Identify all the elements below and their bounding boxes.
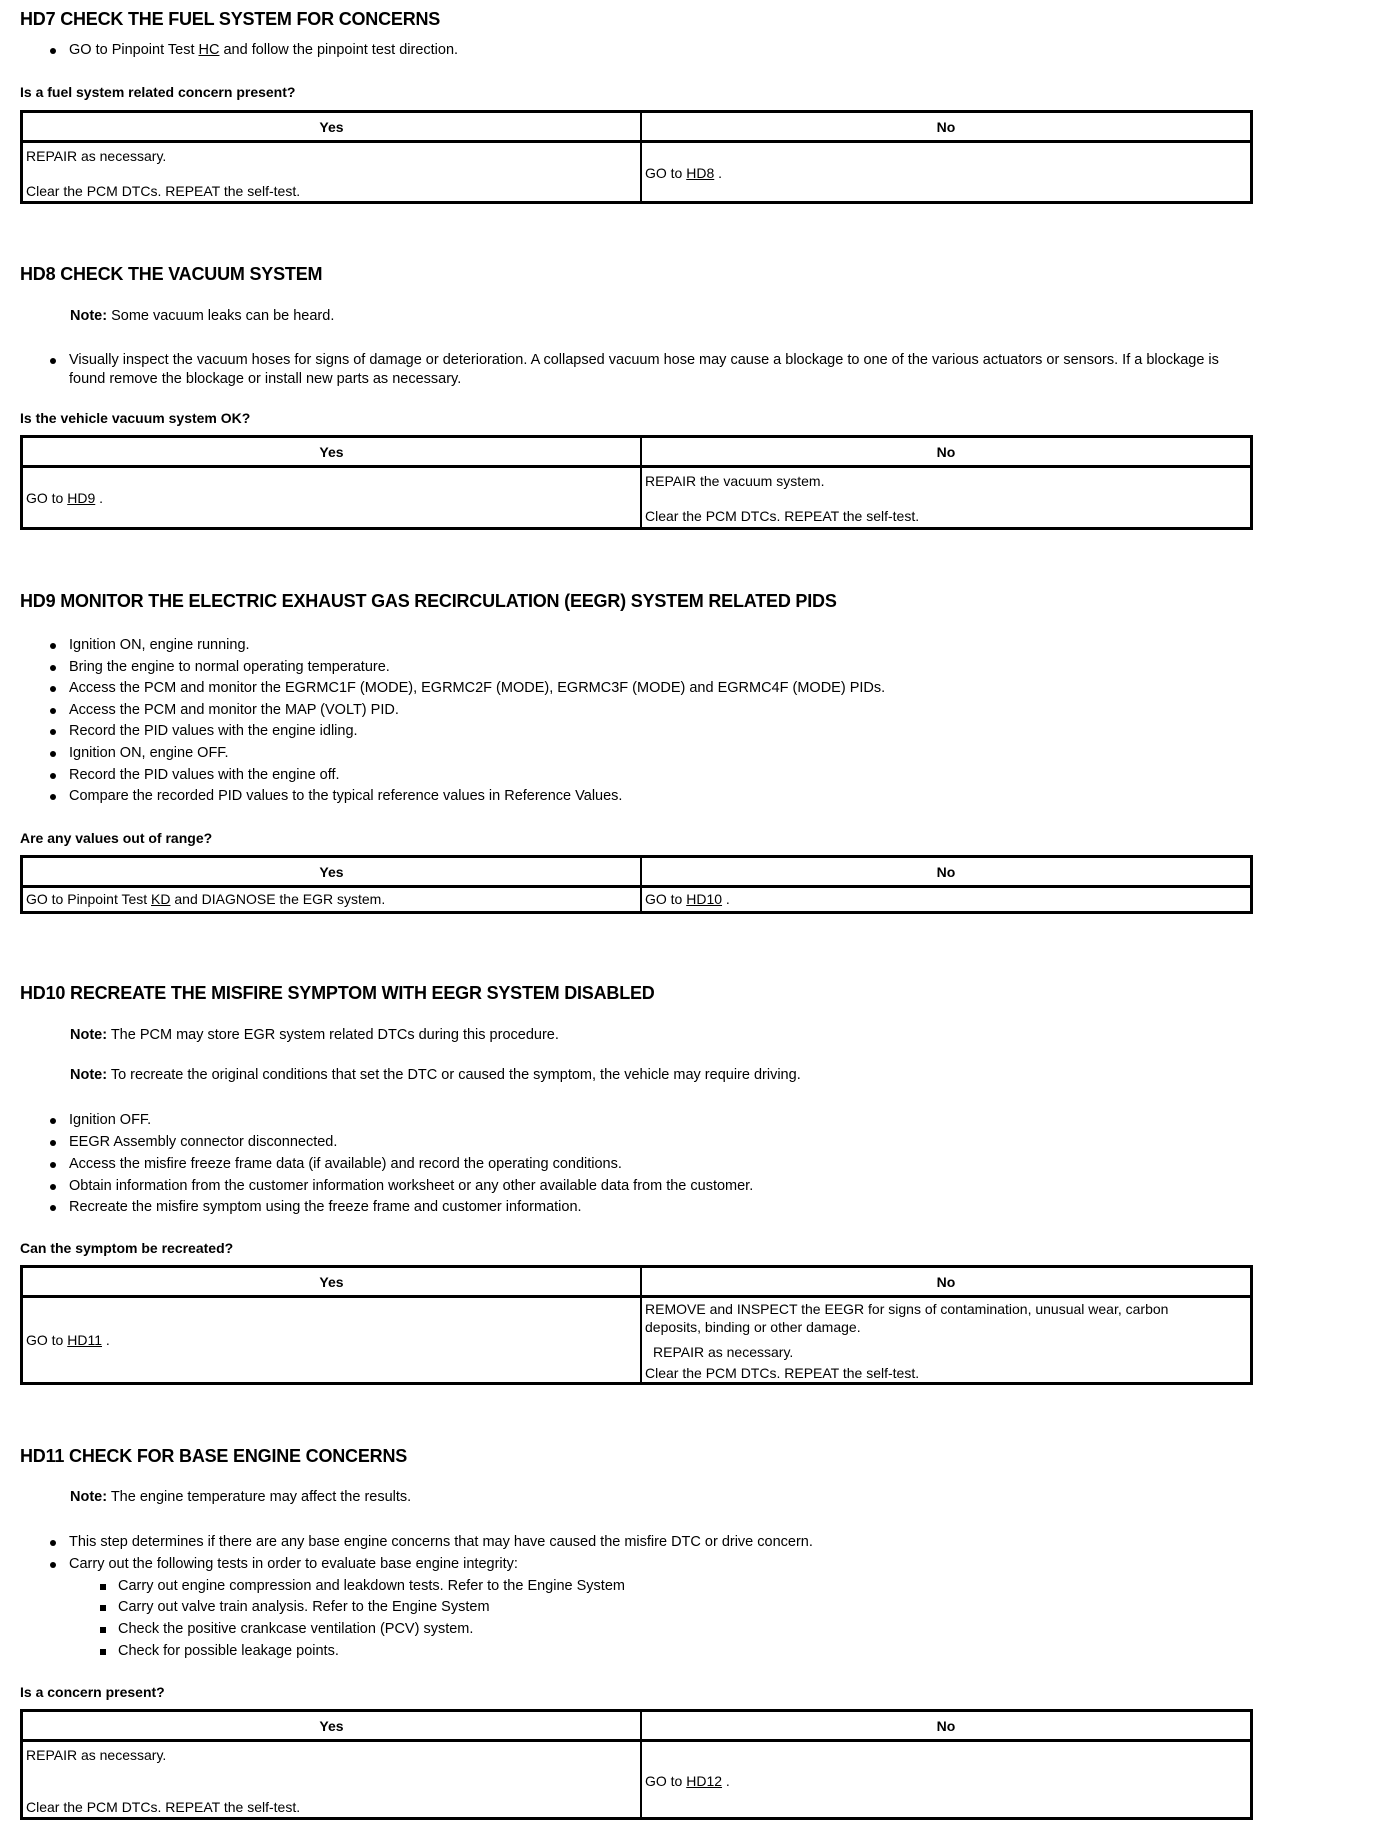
note xyxy=(70,1489,411,1505)
cell-text: Clear the PCM DTCs. REPEAT the self-test. xyxy=(26,1799,301,1815)
bullet-icon xyxy=(50,686,56,692)
note-label: Note: xyxy=(70,308,108,324)
bullet-text: GO to Pinpoint Test xyxy=(69,42,199,58)
bullet-text: Check for possible leakage points. xyxy=(118,1643,339,1659)
bullet-text: Ignition ON, engine OFF. xyxy=(69,745,229,761)
cell-yes xyxy=(23,1742,640,1817)
bullet-text: Access the PCM and monitor the MAP (VOLT) PID. xyxy=(69,702,399,718)
cell-no xyxy=(642,888,1250,911)
cell-text: . xyxy=(722,891,730,907)
bullet-text: Bring the engine to normal operating temperature. xyxy=(69,659,390,675)
bullet-icon xyxy=(50,1562,56,1568)
question: Can the symptom be recreated? xyxy=(20,1240,234,1256)
cell-text: GO to xyxy=(645,891,687,907)
cell-text: Clear the PCM DTCs. REPEAT the self-test. xyxy=(645,1365,920,1381)
table-header-row xyxy=(23,113,1250,143)
link-kd[interactable]: KD xyxy=(151,891,171,907)
header-no: No xyxy=(936,1717,956,1734)
link-hc[interactable]: HC xyxy=(198,42,220,58)
cell-text: REPAIR as necessary. xyxy=(653,1344,794,1360)
cell-text: Clear the PCM DTCs. REPEAT the self-test. xyxy=(26,183,301,199)
note xyxy=(70,1067,801,1083)
decision-table xyxy=(20,1709,1253,1820)
table-header-row xyxy=(23,1268,1250,1298)
note xyxy=(70,1027,559,1043)
bullet-icon xyxy=(50,773,56,779)
link-hd10[interactable]: HD10 xyxy=(686,891,723,907)
cell-text: GO to xyxy=(26,1332,68,1348)
bullet-icon xyxy=(50,1162,56,1168)
note xyxy=(70,308,334,324)
bullet-text: and follow the pinpoint test direction. xyxy=(219,42,459,58)
cell-yes xyxy=(23,143,640,201)
question: Is a fuel system related concern present? xyxy=(20,84,296,100)
cell-text: GO to xyxy=(645,165,687,181)
bullet-text: Access the misfire freeze frame data (if available) and record the operating conditions. xyxy=(69,1156,622,1172)
square-bullet-icon xyxy=(100,1584,106,1590)
bullet-icon xyxy=(50,665,56,671)
bullet-icon xyxy=(50,48,56,54)
cell-no xyxy=(642,1742,1250,1817)
bullet-text: Ignition OFF. xyxy=(69,1112,152,1128)
link-hd11[interactable]: HD11 xyxy=(67,1332,102,1348)
cell-text: . xyxy=(95,490,104,506)
note-label: Note: xyxy=(70,1489,108,1505)
decision-table xyxy=(20,1265,1253,1385)
bullet-text: Check the positive crankcase ventilation (PCV) system. xyxy=(118,1621,474,1637)
cell-no xyxy=(642,143,1250,201)
table-header-row xyxy=(23,1712,1250,1742)
bullet-icon xyxy=(50,1118,56,1124)
link-hd8[interactable]: HD8 xyxy=(686,165,715,181)
bullet-icon xyxy=(50,358,56,364)
header-no: No xyxy=(936,443,956,460)
square-bullet-icon xyxy=(100,1649,106,1655)
cell-yes xyxy=(23,888,640,911)
header-no: No xyxy=(936,863,956,880)
square-bullet-icon xyxy=(100,1605,106,1611)
question: Are any values out of range? xyxy=(20,830,213,846)
cell-text: and DIAGNOSE the EGR system. xyxy=(170,891,386,907)
bullet-text: Obtain information from the customer information worksheet or any other available data from the customer. xyxy=(69,1178,754,1194)
header-no: No xyxy=(936,118,956,135)
cell-yes xyxy=(23,1298,640,1382)
note-label: Note: xyxy=(70,1067,108,1083)
cell-text: GO to Pinpoint Test xyxy=(26,891,152,907)
bullet-icon xyxy=(50,1540,56,1546)
table-header-row xyxy=(23,858,1250,888)
cell-text: . xyxy=(102,1332,110,1348)
header-yes: Yes xyxy=(319,1717,344,1734)
bullet-icon xyxy=(50,1140,56,1146)
cell-text: . xyxy=(722,1773,730,1789)
note-label: Note: xyxy=(70,1027,108,1043)
cell-text: Clear the PCM DTCs. REPEAT the self-test. xyxy=(645,508,920,524)
bullet-icon xyxy=(50,751,56,757)
cell-text: deposits, binding or other damage. xyxy=(645,1319,861,1335)
cell-text: REPAIR as necessary. xyxy=(26,148,167,164)
bullet-text: Compare the recorded PID values to the typical reference values in Reference Values. xyxy=(69,788,623,804)
cell-text: REPAIR as necessary. xyxy=(26,1747,167,1763)
question: Is a concern present? xyxy=(20,1684,165,1700)
bullet-icon xyxy=(50,1184,56,1190)
link-hd9[interactable]: HD9 xyxy=(67,490,96,506)
question: Is the vehicle vacuum system OK? xyxy=(20,410,251,426)
bullet-icon xyxy=(50,1205,56,1211)
bullet-text: Carry out valve train analysis. Refer to the Engine System xyxy=(118,1599,490,1615)
cell-yes xyxy=(23,468,640,527)
bullet-text: EEGR Assembly connector disconnected. xyxy=(69,1134,338,1150)
bullet-text: Record the PID values with the engine idling. xyxy=(69,723,358,739)
bullet-icon xyxy=(50,729,56,735)
bullet-icon xyxy=(50,643,56,649)
decision-table xyxy=(20,435,1253,530)
header-yes: Yes xyxy=(319,1273,344,1290)
bullet-text: Visually inspect the vacuum hoses for signs of damage or deterioration. A collapsed vacuum hose may cause a blockage to one of the various actuators or sensors. If a blockage is xyxy=(69,352,1219,368)
bullet-text: Record the PID values with the engine off. xyxy=(69,767,340,783)
header-yes: Yes xyxy=(319,443,344,460)
bullet-text: Carry out the following tests in order to evaluate base engine integrity: xyxy=(69,1556,518,1572)
bullet-text: Recreate the misfire symptom using the freeze frame and customer information. xyxy=(69,1199,582,1215)
decision-table xyxy=(20,855,1253,914)
note-text: The PCM may store EGR system related DTCs during this procedure. xyxy=(107,1027,559,1043)
step-title: HD8 CHECK THE VACUUM SYSTEM xyxy=(20,264,323,284)
step-title: HD7 CHECK THE FUEL SYSTEM FOR CONCERNS xyxy=(20,9,441,29)
table-header-row xyxy=(23,438,1250,468)
cell-no xyxy=(642,468,1250,527)
cell-no xyxy=(642,1298,1250,1382)
bullet-icon xyxy=(50,708,56,714)
bullet-icon xyxy=(50,794,56,800)
bullet-text: Carry out engine compression and leakdown tests. Refer to the Engine System xyxy=(118,1578,625,1594)
header-no: No xyxy=(936,1273,956,1290)
square-bullet-icon xyxy=(100,1627,106,1633)
step-title: HD9 MONITOR THE ELECTRIC EXHAUST GAS RECIRCULATION (EEGR) SYSTEM RELATED PIDS xyxy=(20,591,837,611)
link-hd12[interactable]: HD12 xyxy=(686,1773,723,1789)
bullet-text: Access the PCM and monitor the EGRMC1F (MODE), EGRMC2F (MODE), EGRMC3F (MODE) and EGRMC4F (MODE) PIDs. xyxy=(69,680,886,696)
bullet-text: found remove the blockage or install new parts as necessary. xyxy=(69,371,462,387)
cell-text: . xyxy=(714,165,723,181)
header-yes: Yes xyxy=(319,863,344,880)
note-text: Some vacuum leaks can be heard. xyxy=(107,308,335,324)
step-title: HD10 RECREATE THE MISFIRE SYMPTOM WITH EEGR SYSTEM DISABLED xyxy=(20,983,655,1003)
decision-table xyxy=(20,110,1253,204)
cell-text: GO to xyxy=(645,1773,687,1789)
cell-text: GO to xyxy=(26,490,68,506)
note-text: The engine temperature may affect the results. xyxy=(107,1489,412,1505)
header-yes: Yes xyxy=(319,118,344,135)
step-title: HD11 CHECK FOR BASE ENGINE CONCERNS xyxy=(20,1446,408,1466)
bullet-text: Ignition ON, engine running. xyxy=(69,637,250,653)
note-text: To recreate the original conditions that set the DTC or caused the symptom, the vehicle may require driving. xyxy=(107,1067,801,1083)
cell-text: REPAIR the vacuum system. xyxy=(645,473,825,489)
cell-text: REMOVE and INSPECT the EEGR for signs of contamination, unusual wear, carbon xyxy=(645,1301,1169,1317)
bullet-text: This step determines if there are any base engine concerns that may have caused the misfire DTC or drive concern. xyxy=(69,1534,813,1550)
